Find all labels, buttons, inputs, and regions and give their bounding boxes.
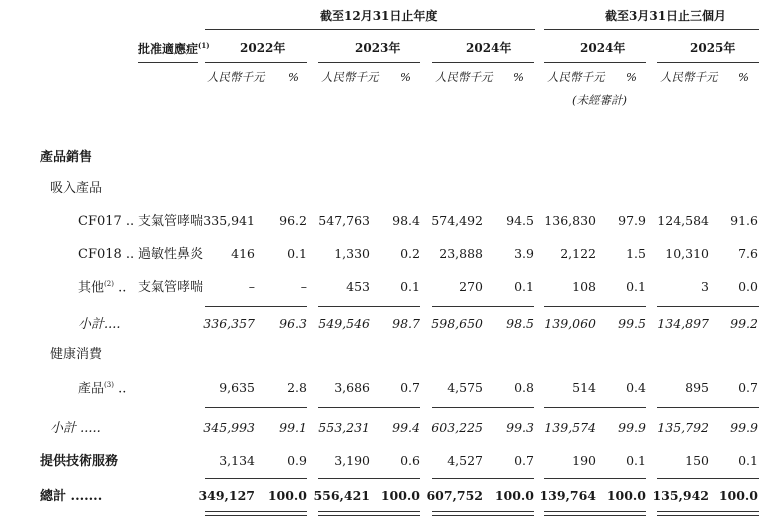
table-cell: 549,546: [318, 316, 370, 331]
table-cell: 0.7: [738, 380, 758, 395]
health-products-rule-2024-q1: [544, 407, 646, 408]
table-cell: 0.0: [738, 279, 758, 294]
table-cell: 335,941: [203, 213, 255, 228]
period-2023: 2023年: [355, 41, 401, 55]
period-2025-q1: 2025年: [690, 41, 736, 55]
unit-rmb-2024-q1: 人民幣千元: [547, 70, 605, 84]
table-cell: 108: [572, 279, 596, 294]
table-cell: 0.7: [514, 453, 534, 468]
table-cell: 99.5: [618, 316, 646, 331]
subtotal-inhaled-rule-2025-q1: [657, 306, 759, 307]
table-cell: 4,575: [447, 380, 483, 395]
table-cell: 0.7: [400, 380, 420, 395]
period-2025-q1-rule: [657, 62, 759, 63]
unit-pct-2023: %: [400, 70, 411, 84]
table-cell: 99.2: [730, 316, 758, 331]
total-double-rule-2025-q1: [657, 511, 759, 516]
table-cell: 3,686: [334, 380, 370, 395]
year-group-header: 截至12月31日止年度: [320, 9, 438, 23]
table-cell: 3: [701, 279, 709, 294]
health-products-rule-2025-q1: [657, 407, 759, 408]
table-cell: 10,310: [665, 246, 709, 261]
table-cell: 2.8: [287, 380, 307, 395]
tech-services-rule-2024: [432, 478, 534, 479]
period-2024-q1-rule: [544, 62, 646, 63]
table-cell: 99.9: [618, 420, 646, 435]
tech-services-rule-2023: [318, 478, 420, 479]
table-cell: 2,122: [560, 246, 596, 261]
table-cell: 1,330: [334, 246, 370, 261]
tech-services-rule-2025-q1: [657, 478, 759, 479]
indication-cf017: 支氣管哮喘: [138, 214, 204, 229]
table-cell: 98.4: [392, 213, 420, 228]
indication-header: 批准適應症$^{(1)}$: [138, 41, 210, 56]
table-cell: 416: [231, 246, 255, 261]
table-cell: 1.5: [626, 246, 646, 261]
table-cell: 0.2: [400, 246, 420, 261]
section-health-consumer: 健康消費: [50, 347, 103, 362]
table-cell: 100.0: [718, 488, 758, 503]
table-cell: 96.2: [279, 213, 307, 228]
quarter-group-header: 截至3月31日止三個月: [605, 9, 727, 23]
table-cell: 9,635: [219, 380, 255, 395]
table-cell: 574,492: [431, 213, 483, 228]
period-2024-q1: 2024年: [580, 41, 626, 55]
table-cell: –: [300, 279, 307, 294]
row-label-health-products: 產品$^{(3)}$ ..: [78, 381, 127, 397]
quarter-group-rule: [544, 29, 759, 30]
total-double-rule-2023: [318, 511, 420, 516]
table-cell: 603,225: [431, 420, 483, 435]
table-cell: 150: [685, 453, 709, 468]
table-cell: 336,357: [203, 316, 255, 331]
table-cell: 553,231: [318, 420, 370, 435]
unit-pct-2025-q1: %: [738, 70, 749, 84]
table-cell: 97.9: [618, 213, 646, 228]
table-cell: 139,764: [539, 488, 596, 503]
indication-others: 支氣管哮喘: [138, 280, 204, 295]
table-cell: 134,897: [657, 316, 709, 331]
health-products-rule-2024: [432, 407, 534, 408]
row-label-subtotal-inhaled: 小計....: [78, 317, 121, 332]
unit-rmb-2024: 人民幣千元: [435, 70, 493, 84]
subtotal-inhaled-rule-2022: [205, 306, 307, 307]
table-cell: 99.9: [730, 420, 758, 435]
table-cell: 139,060: [544, 316, 596, 331]
table-cell: 895: [685, 380, 709, 395]
table-cell: 0.1: [626, 279, 646, 294]
table-cell: 91.6: [730, 213, 758, 228]
table-cell: 100.0: [267, 488, 307, 503]
table-cell: –: [248, 279, 255, 294]
table-cell: 556,421: [313, 488, 370, 503]
table-cell: 345,993: [203, 420, 255, 435]
unit-rmb-2023: 人民幣千元: [321, 70, 379, 84]
row-label-cf018: CF018 ..: [78, 247, 135, 262]
table-cell: 190: [572, 453, 596, 468]
table-cell: 607,752: [426, 488, 483, 503]
table-cell: 514: [572, 380, 596, 395]
unit-pct-2024: %: [513, 70, 524, 84]
table-cell: 0.9: [287, 453, 307, 468]
table-cell: 0.1: [738, 453, 758, 468]
table-cell: 135,942: [652, 488, 709, 503]
period-2024: 2024年: [466, 41, 512, 55]
period-2023-rule: [318, 62, 420, 63]
subtotal-inhaled-rule-2024: [432, 306, 534, 307]
table-cell: 3,190: [334, 453, 370, 468]
indication-header-rule: [138, 62, 198, 63]
table-cell: 547,763: [318, 213, 370, 228]
section-product-sales: 產品銷售: [40, 150, 93, 165]
table-cell: 0.4: [626, 380, 646, 395]
row-label-subtotal-sales: 小計 .....: [50, 421, 101, 436]
table-cell: 0.1: [287, 246, 307, 261]
unaudited-note: (未經審計): [572, 93, 627, 107]
table-cell: 0.8: [514, 380, 534, 395]
table-cell: 23,888: [439, 246, 483, 261]
period-2022: 2022年: [240, 41, 286, 55]
health-products-rule-2022: [205, 407, 307, 408]
table-cell: 598,650: [431, 316, 483, 331]
row-label-total: 總計 .......: [40, 489, 103, 504]
table-cell: 0.1: [514, 279, 534, 294]
table-cell: 98.5: [506, 316, 534, 331]
table-cell: 3.9: [514, 246, 534, 261]
table-cell: 3,134: [219, 453, 255, 468]
period-2024-rule: [432, 62, 534, 63]
table-cell: 4,527: [447, 453, 483, 468]
table-cell: 94.5: [506, 213, 534, 228]
unit-pct-2024-q1: %: [626, 70, 637, 84]
table-cell: 100.0: [380, 488, 420, 503]
table-cell: 99.4: [392, 420, 420, 435]
section-inhaled-products: 吸入產品: [50, 181, 103, 196]
table-cell: 136,830: [544, 213, 596, 228]
table-cell: 0.1: [400, 279, 420, 294]
indication-cf018: 過敏性鼻炎: [138, 247, 204, 262]
subtotal-inhaled-rule-2024-q1: [544, 306, 646, 307]
year-group-rule: [205, 29, 535, 30]
total-double-rule-2024: [432, 511, 534, 516]
total-double-rule-2024-q1: [544, 511, 646, 516]
table-cell: 0.6: [400, 453, 420, 468]
table-cell: 0.1: [626, 453, 646, 468]
table-cell: 7.6: [738, 246, 758, 261]
tech-services-rule-2024-q1: [544, 478, 646, 479]
total-double-rule-2022: [205, 511, 307, 516]
table-cell: 453: [346, 279, 370, 294]
tech-services-rule-2022: [205, 478, 307, 479]
table-cell: 270: [459, 279, 483, 294]
table-cell: 139,574: [544, 420, 596, 435]
table-cell: 98.7: [392, 316, 420, 331]
row-label-others: 其他$^{(2)}$ ..: [78, 280, 127, 296]
row-label-cf017: CF017 ..: [78, 214, 135, 229]
unit-rmb-2025-q1: 人民幣千元: [660, 70, 718, 84]
table-cell: 349,127: [198, 488, 255, 503]
row-label-tech-services: 提供技術服務: [40, 454, 119, 469]
health-products-rule-2023: [318, 407, 420, 408]
period-2022-rule: [205, 62, 307, 63]
unit-pct-2022: %: [288, 70, 299, 84]
table-cell: 99.1: [279, 420, 307, 435]
table-cell: 96.3: [279, 316, 307, 331]
table-cell: 100.0: [606, 488, 646, 503]
unit-rmb-2022: 人民幣千元: [207, 70, 265, 84]
table-cell: 135,792: [657, 420, 709, 435]
subtotal-inhaled-rule-2023: [318, 306, 420, 307]
table-cell: 99.3: [506, 420, 534, 435]
table-cell: 100.0: [494, 488, 534, 503]
table-cell: 124,584: [657, 213, 709, 228]
